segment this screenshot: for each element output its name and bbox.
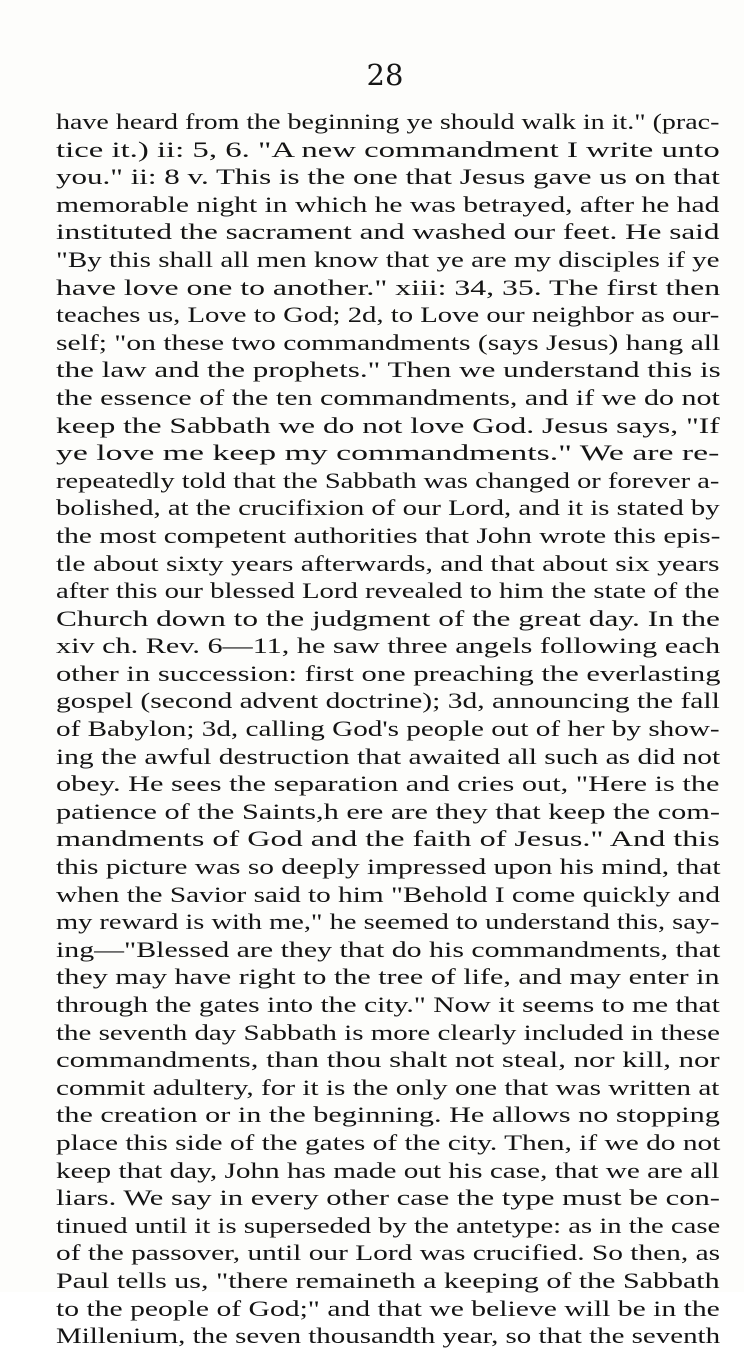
text-line: instituted the sacrament and washed our feet. He said [56,219,720,245]
text-line: Church down to the judgment of the great day. In the [56,605,720,631]
text-line: ing the awful destruction that awaited all such as did not [56,743,721,769]
text-line: repeatedly told that the Sabbath was changed or forever a- [56,467,720,493]
text-line: ing—"Blessed are they that do his commandments, that [56,936,721,962]
text-line: place this side of the gates of the city. Then, if we do not [56,1129,721,1155]
body-text [56,108,720,1350]
text-line: have love one to another." xiii: 34, 35. The first then [56,274,721,300]
text-line: obey. He sees the separation and cries out, "Here is the [56,771,720,797]
text-line: patience of the Saints,h ere are they that keep the com- [56,798,720,824]
text-line: Millenium, the seven thousandth year, so that the seventh [56,1323,721,1349]
text-line: ye love me keep my commandments." We are re- [56,440,720,466]
text-line: "By this shall all men know that ye are my disciples if ye [56,246,720,272]
text-line: of Babylon; 3d, calling God's people out of her by show- [56,716,720,742]
text-line: my reward is with me," he seemed to understand this, say- [56,909,720,935]
text-line: commandments, than thou shalt not steal, nor kill, nor [56,1047,720,1073]
text-line: the creation or in the beginning. He allows no stopping [56,1102,720,1128]
text-line: commit adultery, for it is the only one that was written at [56,1074,720,1100]
text-line: of the passover, until our Lord was crucified. So then, as [56,1240,721,1266]
text-line: when the Savior said to him "Behold I come quickly and [56,881,721,907]
text-line: self; "on these two commandments (says Jesus) hang all [56,329,721,355]
text-line: the law and the prophets." Then we understand this is [56,357,721,383]
text-line: bolished, at the crucifixion of our Lord, and it is stated by [56,495,720,521]
text-line: this picture was so deeply impressed upon his mind, that [56,854,721,880]
text-line: to the people of God;" and that we believe will be in the [56,1295,720,1321]
text-line: xiv ch. Rev. 6—11, he saw three angels following each [56,633,721,659]
text-line: you." ii: 8 v. This is the one that Jesus gave us on that [56,164,720,190]
text-line: other in succession: first one preaching the everlasting [56,660,721,686]
text-line: the essence of the ten commandments, and if we do not [56,384,720,410]
page-number: 28 [366,58,404,92]
text-line: have heard from the beginning ye should walk in it." (prac- [56,109,720,134]
text-line: keep that day, John has made out his case, that we are all [56,1157,720,1183]
text-line: Paul tells us, "there remaineth a keeping of the Sabbath [56,1267,720,1293]
text-line: after this our blessed Lord revealed to him the state of the [56,578,720,604]
text-line: through the gates into the city." Now it seems to me that [56,992,720,1017]
text-line: tinued until it is superseded by the antetype: as in the case [56,1212,721,1238]
text-line: the seventh day Sabbath is more clearly included in these [56,1019,721,1045]
text-line: teaches us, Love to God; 2d, to Love our neighbor as our- [56,302,720,328]
text-line: gospel (second advent doctrine); 3d, announcing the fall [56,688,720,714]
text-line: they may have right to the tree of life, and may enter in [56,964,720,990]
text-line: keep the Sabbath we do not love God. Jesus says, "If [56,412,720,438]
text-line: the most competent authorities that John wrote this epis- [56,522,721,548]
text-line: tle about sixty years afterwards, and that about six years [56,550,720,576]
text-line: mandments of God and the faith of Jesus." And this [56,826,720,852]
text-line: tice it.) ii: 5, 6. "A new commandment I write unto [56,136,720,162]
text-line: memorable night in which he was betrayed, after he had [56,191,720,217]
text-line: liars. We say in every other case the type must be con- [56,1185,720,1211]
